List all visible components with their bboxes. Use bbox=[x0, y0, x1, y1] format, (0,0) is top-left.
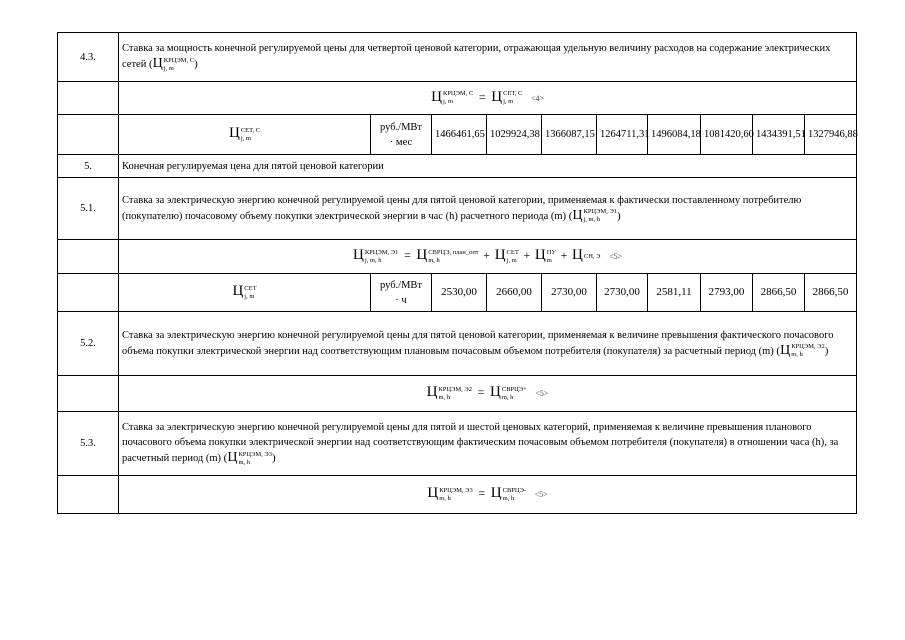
footnote-ref: <5> bbox=[534, 490, 548, 500]
inline-symbol: (Ц КРЦЭМ, С j, m ) bbox=[148, 56, 198, 72]
description-text: Ставка за электрическую энергию конечной регулируемой цены для пятой ценовой категории, применяемая к величине превышения фактического почасового объема покупки электрической энергии над соответствующим плановым почасовым объемом потребителя (покупателя) за расчетный период (m) bbox=[122, 329, 834, 357]
formula-row-5-3 bbox=[58, 476, 857, 514]
row-description bbox=[119, 178, 857, 240]
table-row-5 bbox=[58, 155, 857, 178]
table-row-4-3 bbox=[58, 33, 857, 82]
row-number: 4.3. bbox=[58, 33, 119, 82]
description-text: Ставка за мощность конечной регулируемой цены для четвертой ценовой категории, отражающая удельную величину расходов на содержание электрических сетей bbox=[122, 43, 831, 71]
value-cell: 2866,50 bbox=[805, 274, 857, 312]
value-cell: 2530,00 bbox=[432, 274, 487, 312]
inline-symbol: (Ц КРЦЭМ, Э2 m, h ) bbox=[776, 342, 829, 359]
formula: Ц КРЦЭМ, С j, m = Ц СЕТ, С j, m <4> bbox=[119, 82, 857, 115]
value-cell: 2793,00 bbox=[701, 274, 753, 312]
value-cell: 2730,00 bbox=[597, 274, 648, 312]
footnote-ref: <5> bbox=[535, 389, 549, 399]
table-row-5-1 bbox=[58, 178, 857, 240]
formula: Ц КРЦЭМ, Э2 m, h = Ц СВРЦЭ+ m, h <5> bbox=[119, 376, 857, 412]
value-cell: 1496084,18 bbox=[648, 115, 701, 155]
formula: Ц КРЦЭМ, Э3 m, h = Ц СВРЦЭ- m, h <5> bbox=[119, 476, 857, 514]
inline-symbol: (Ц КРЦЭМ, Э1 j, m, h ) bbox=[568, 207, 621, 224]
description-text: Ставка за электрическую энергию конечной регулируемой цены для пятой и шестой ценовых категорий, применяемая к величине превышения планового почасового объема покупки электрической энергии над соответствующим фактическим почасовым объемом потребителя (покупателя) в отношении часа (h), за расчетный период (m) bbox=[122, 422, 839, 465]
footnote-ref: <4> bbox=[530, 93, 544, 103]
row-number: 5.1. bbox=[58, 178, 119, 240]
table-row-5-3 bbox=[58, 412, 857, 476]
row-number: 5.2. bbox=[58, 312, 119, 376]
table-row-5-2 bbox=[58, 312, 857, 376]
value-cell: 1081420,60 bbox=[701, 115, 753, 155]
tariff-table bbox=[57, 32, 857, 514]
values-row-4-3 bbox=[58, 115, 857, 155]
value-cell: 2730,00 bbox=[542, 274, 597, 312]
row-number: 5.3. bbox=[58, 412, 119, 476]
description-text: Ставка за электрическую энергию конечной регулируемой цены для пятой ценовой категории, применяемая к фактически поставленному потребителю (покупателю) почасовому объему покупки электрической энергии в час (h) расчетного периода (m) bbox=[122, 194, 802, 222]
value-cell: 2581,11 bbox=[648, 274, 701, 312]
value-cell: 1466461,65 bbox=[432, 115, 487, 155]
formula-row-5-2 bbox=[58, 376, 857, 412]
footnote-ref: <5> bbox=[609, 252, 623, 262]
row-description: Конечная регулируемая цена для пятой ценовой категории bbox=[119, 155, 857, 178]
unit-cell: руб./МВт · мес bbox=[371, 115, 432, 155]
row-description bbox=[119, 412, 857, 476]
value-cell: 1264711,31 bbox=[597, 115, 648, 155]
value-cell: 2660,00 bbox=[487, 274, 542, 312]
value-cell: 2866,50 bbox=[753, 274, 805, 312]
values-row-5-1 bbox=[58, 274, 857, 312]
value-symbol: Ц СЕТ j, m bbox=[119, 274, 371, 312]
value-cell: 1366087,15 bbox=[542, 115, 597, 155]
value-cell: 1327946,88 bbox=[805, 115, 857, 155]
row-number: 5. bbox=[58, 155, 119, 178]
unit-cell: руб./МВт · ч bbox=[371, 274, 432, 312]
inline-symbol: (Ц КРЦЭМ, Э3 m, h ) bbox=[223, 450, 276, 466]
row-description bbox=[119, 312, 857, 376]
formula-row-5-1 bbox=[58, 240, 857, 274]
row-description bbox=[119, 33, 857, 82]
value-symbol: Ц СЕТ, С j, m bbox=[119, 115, 371, 155]
value-cell: 1434391,51 bbox=[753, 115, 805, 155]
value-cell: 1029924,38 bbox=[487, 115, 542, 155]
formula-row-4-3 bbox=[58, 82, 857, 115]
formula: Ц КРЦЭМ, Э1 j, m, h = Ц СВРЦЭ, план_опт m, h + Ц СЕТ j, m + Ц ПУ m + Ц СН, Э <5> bbox=[119, 240, 857, 274]
